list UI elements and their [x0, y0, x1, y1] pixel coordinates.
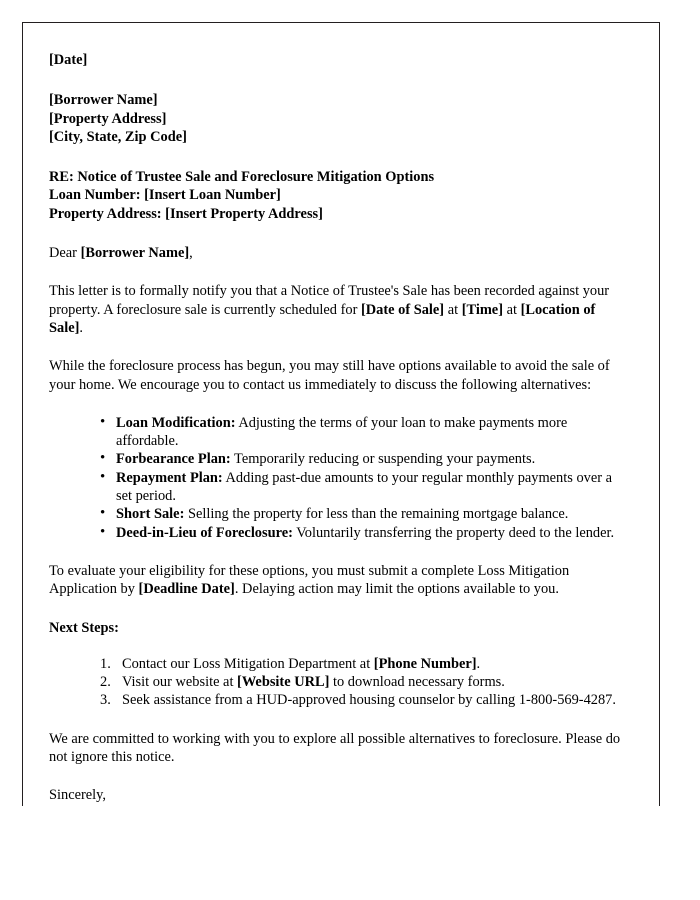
recipient-name: [Borrower Name]	[49, 92, 158, 109]
step-part-1: Visit our website at	[122, 674, 238, 691]
step-part-1: Contact our Loss Mitigation Department at	[122, 655, 374, 672]
list-item	[100, 673, 629, 691]
alternative-description: Selling the property for less than the remaining mortgage balance.	[184, 506, 569, 523]
step-part-2: to download necessary forms.	[329, 674, 505, 691]
p1-part-4: .	[79, 319, 83, 336]
alternative-label: Deed-in-Lieu of Foreclosure:	[116, 524, 293, 541]
next-steps-list	[49, 655, 629, 710]
p1-time-placeholder: [Time]	[461, 301, 503, 318]
closing-salutation: Sincerely,	[49, 787, 107, 804]
alternative-description: Temporarily reducing or suspending your payments.	[230, 451, 536, 468]
list-item	[100, 450, 629, 468]
alternative-description: Adjusting the terms of your loan to make payments more affordable.	[116, 414, 568, 450]
alternative-description: Voluntarily transferring the property deed to the lender.	[292, 524, 615, 541]
paragraph-notice-of-sale	[49, 282, 629, 337]
date-placeholder: [Date]	[49, 52, 88, 68]
step-part-2: .	[476, 655, 481, 672]
list-item	[100, 505, 629, 523]
list-item	[100, 414, 629, 451]
list-item	[100, 655, 629, 673]
p1-part-3: at	[502, 301, 521, 318]
p3-part-2: . Delaying action may limit the options available to you.	[234, 581, 559, 598]
recipient-city-state-zip: [City, State, Zip Code]	[49, 128, 187, 145]
p1-part-1: This letter is to formally notify you that a Notice of Trustee's Sale has been recorded against your property. A foreclosure sale is currently scheduled for	[49, 283, 610, 318]
step-placeholder: [Website URL]	[237, 674, 330, 691]
list-item	[100, 691, 629, 709]
list-item	[100, 524, 629, 542]
p1-location-placeholder: [Location of Sale]	[49, 301, 596, 336]
alternative-label: Repayment Plan:	[116, 469, 223, 486]
reference-block	[49, 168, 629, 223]
loan-number-line: Loan Number: [Insert Loan Number]	[49, 187, 281, 204]
step-placeholder: [Phone Number]	[373, 655, 477, 672]
recipient-property-address: [Property Address]	[49, 110, 167, 127]
alternative-label: Loan Modification:	[116, 414, 236, 431]
paragraph-options-intro: While the foreclosure process has begun, you may still have options available to avoid the sale of your home. We encourage you to contact us immediately to discuss the following alternatives:	[49, 358, 610, 393]
recipient-address-block	[49, 91, 629, 146]
document-body	[23, 23, 659, 805]
salutation	[49, 244, 629, 262]
p1-part-2: at	[444, 301, 462, 318]
paragraph-eligibility	[49, 562, 629, 599]
list-item	[100, 469, 629, 506]
p3-deadline-placeholder: [Deadline Date]	[138, 581, 235, 598]
property-address-line: Property Address: [Insert Property Address]	[49, 205, 323, 222]
paragraph-commitment: We are committed to working with you to explore all possible alternatives to foreclosure. Please do not ignore this notice.	[49, 730, 621, 766]
alternative-description: Adding past-due amounts to your regular monthly payments over a set period.	[116, 469, 613, 505]
salutation-punctuation: ,	[189, 245, 193, 262]
p3-part-1: To evaluate your eligibility for these options, you must submit a complete Loss Mitigation Application by	[49, 562, 570, 598]
alternative-label: Short Sale:	[116, 506, 185, 523]
salutation-greeting: Dear	[49, 245, 81, 262]
step-part-1: Seek assistance from a HUD-approved housing counselor by calling 1-800-569-4287.	[122, 692, 616, 709]
salutation-name: [Borrower Name]	[80, 245, 190, 262]
next-steps-heading: Next Steps:	[49, 619, 119, 636]
p1-date-of-sale-placeholder: [Date of Sale]	[360, 301, 445, 318]
re-subject-line: RE: Notice of Trustee Sale and Foreclosure Mitigation Options	[49, 169, 435, 186]
alternatives-list	[49, 414, 629, 542]
document-page	[22, 22, 660, 806]
date-line	[49, 51, 629, 69]
alternative-label: Forbearance Plan:	[116, 451, 231, 468]
